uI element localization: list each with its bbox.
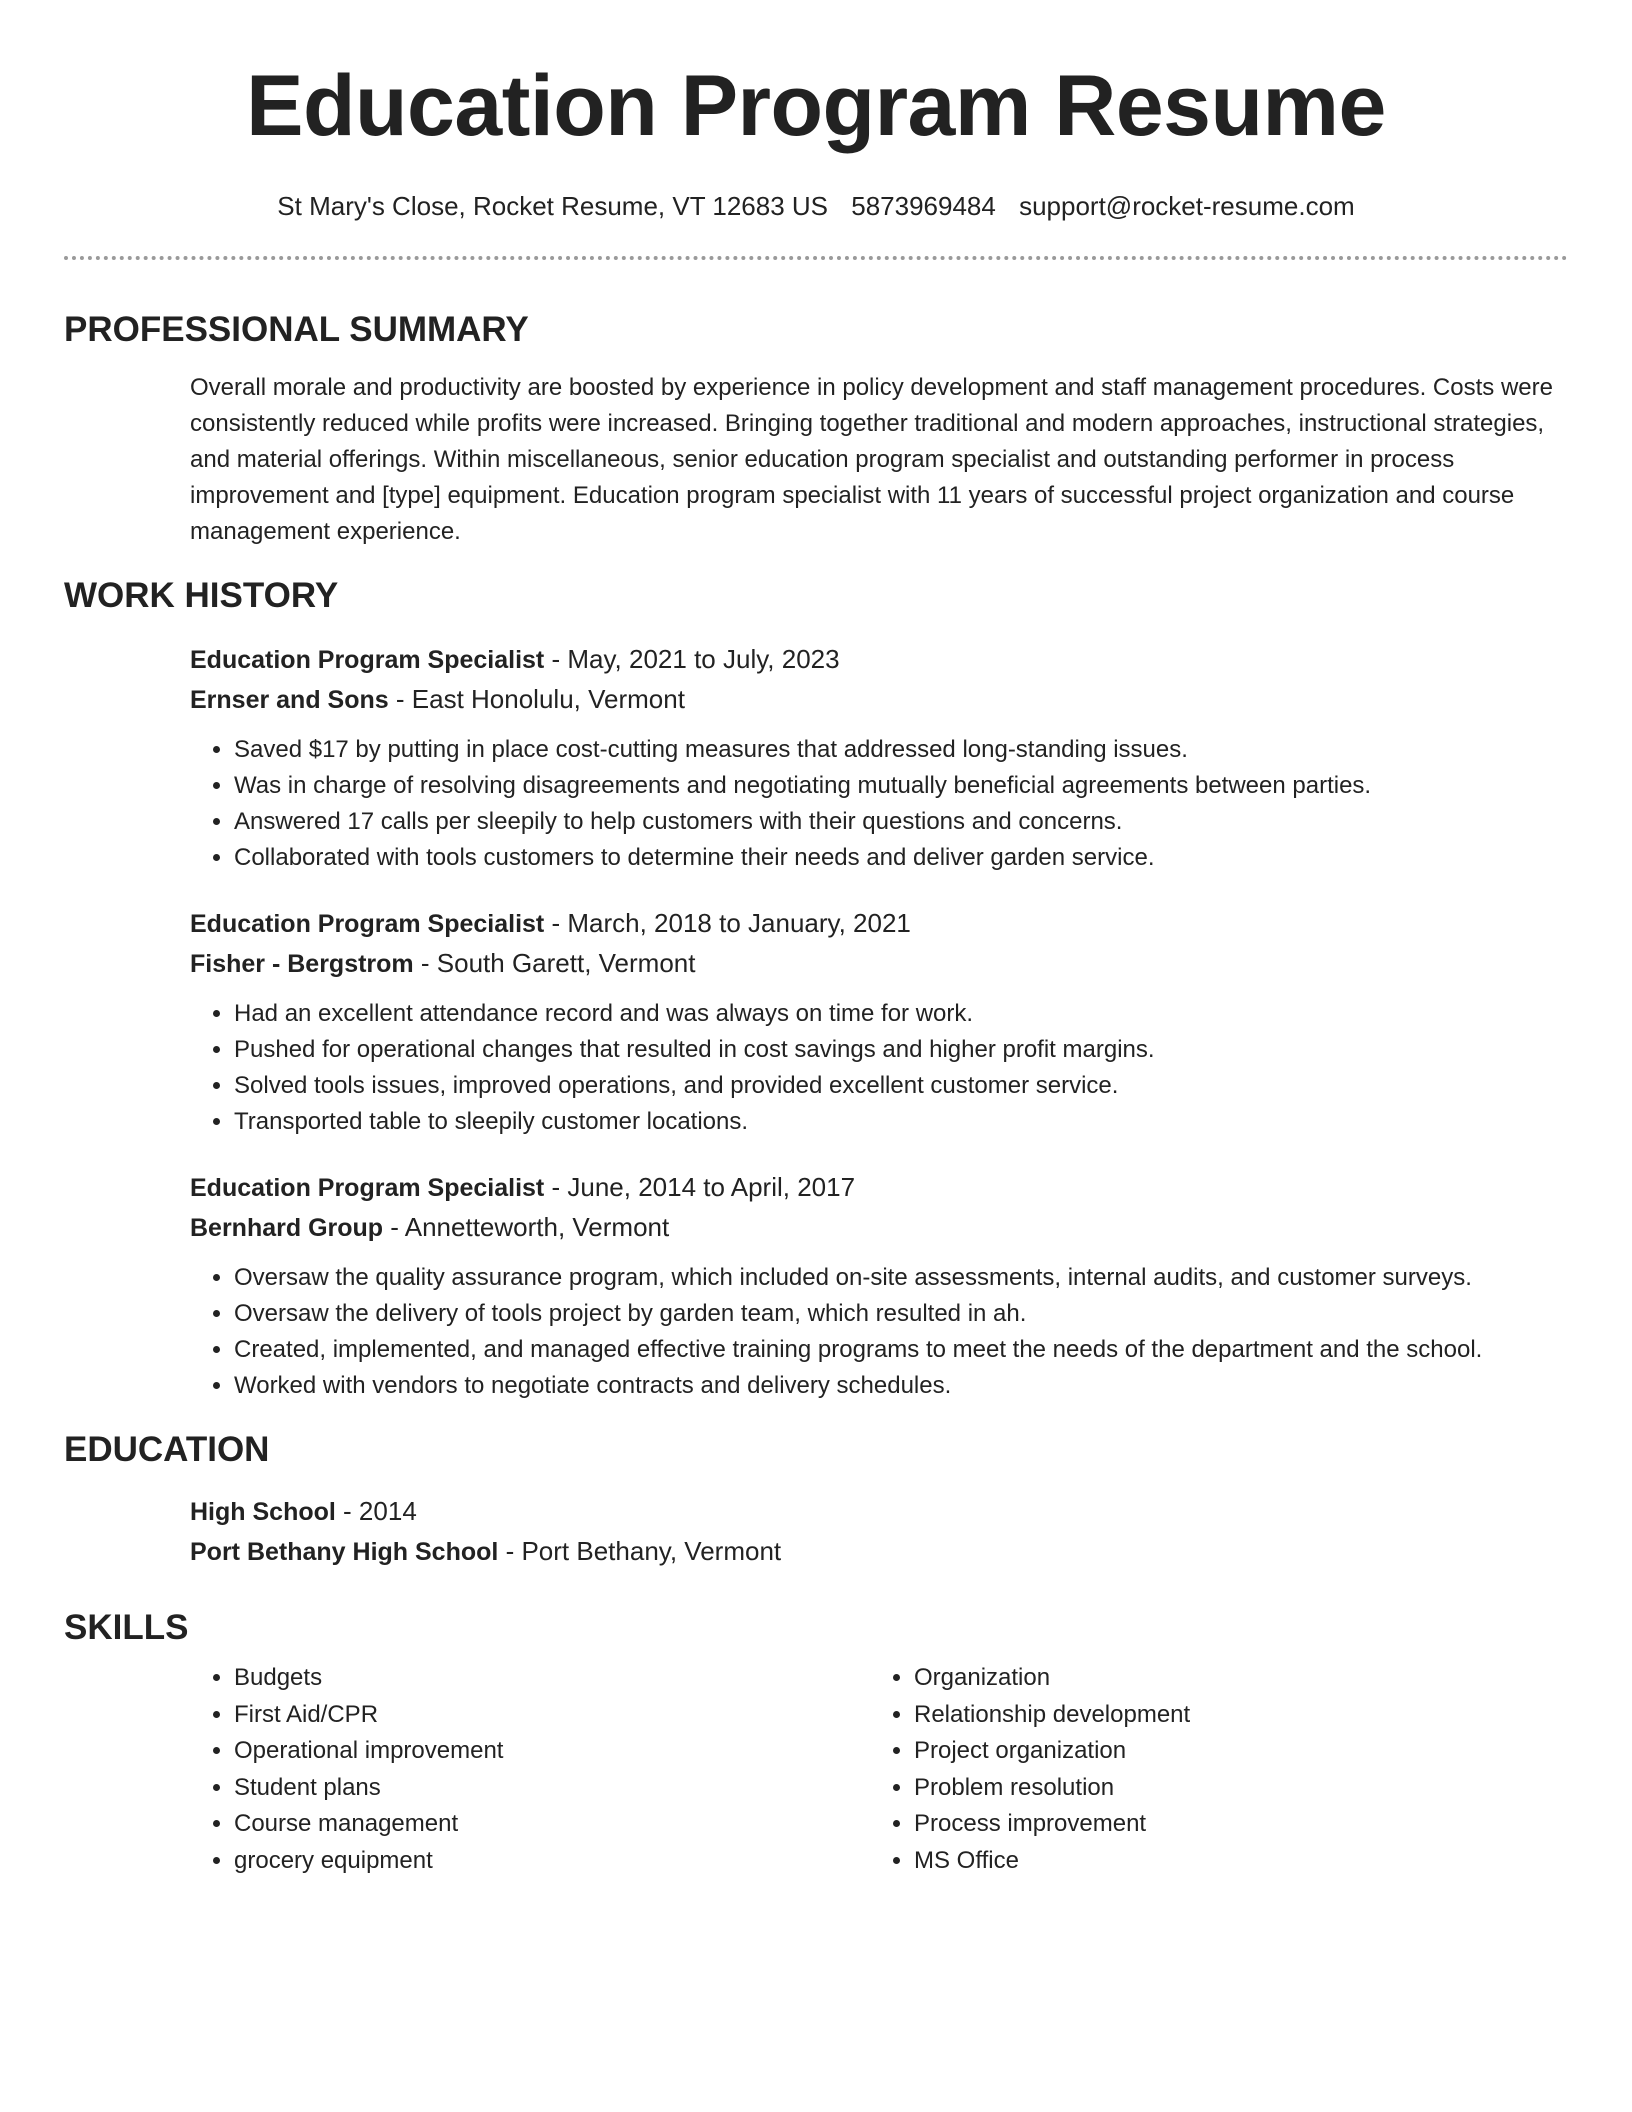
contact-line: [64, 190, 1568, 222]
job-bullet: • Had an excellent attendance record and was always on time for work.: [234, 996, 1568, 1032]
skills-list-right: [870, 1660, 1550, 1879]
contact-address: St Mary's Close, Rocket Resume, VT 12683 US: [277, 191, 828, 221]
skill-item: • Problem resolution: [914, 1770, 1550, 1807]
job-location: - Annetteworth, Vermont: [383, 1212, 670, 1242]
job-bullet: • Collaborated with tools customers to determine their needs and deliver garden service.: [234, 840, 1568, 876]
resume-title: Education Program Resume: [246, 58, 1386, 154]
skill-item: • Operational improvement: [234, 1733, 870, 1770]
job-company-line: [190, 944, 1568, 984]
skills-list-left: [190, 1660, 870, 1879]
education-year: - 2014: [335, 1496, 417, 1526]
skill-item: • Relationship development: [914, 1697, 1550, 1734]
job-company: Fisher - Bergstrom: [190, 950, 414, 978]
section-title-work: WORK HISTORY: [64, 576, 339, 615]
section-title-education: EDUCATION: [64, 1430, 270, 1469]
job-company-line: [190, 1208, 1568, 1248]
skill-item: • Budgets: [234, 1660, 870, 1697]
work-section: [64, 574, 1568, 1404]
skill-item: • Project organization: [914, 1733, 1550, 1770]
skill-item: • MS Office: [914, 1843, 1550, 1880]
job-dates: - May, 2021 to July, 2023: [544, 644, 840, 674]
job-bullet: • Pushed for operational changes that resulted in cost savings and higher profit margins.: [234, 1032, 1568, 1068]
job-bullets: [190, 996, 1568, 1140]
job-entry: [190, 640, 1568, 876]
job-dates: - March, 2018 to January, 2021: [544, 908, 911, 938]
job-role: Education Program Specialist: [190, 910, 545, 938]
job-role: Education Program Specialist: [190, 1174, 545, 1202]
resume-header: [64, 0, 1568, 260]
contact-email: support@rocket-resume.com: [1019, 191, 1355, 221]
header-divider: [64, 256, 1568, 260]
skills-grid: [190, 1660, 1568, 1879]
skill-item: • grocery equipment: [234, 1843, 870, 1880]
skill-item: • Course management: [234, 1806, 870, 1843]
summary-text: Overall morale and productivity are boosted by experience in policy development and staff management procedures. Costs were consistently reduced while profits were increased. Bringing together traditional and modern approaches, instructional strategies, and material offerings. Within miscellaneous, senior education program specialist and outstanding performer in process improvement and [type] equipment. Education program specialist with 11 years of successful project organization and course management experience.: [190, 374, 1553, 545]
job-title-line: [190, 640, 1568, 680]
job-bullet: • Worked with vendors to negotiate contracts and delivery schedules.: [234, 1368, 1568, 1404]
education-location: - Port Bethany, Vermont: [498, 1536, 782, 1566]
job-bullet: • Was in charge of resolving disagreements and negotiating mutually beneficial agreements between parties.: [234, 768, 1568, 804]
skills-section: [64, 1606, 1568, 1879]
job-bullet: • Oversaw the delivery of tools project by garden team, which resulted in ah.: [234, 1296, 1568, 1332]
job-role: Education Program Specialist: [190, 646, 545, 674]
job-bullet: • Solved tools issues, improved operations, and provided excellent customer service.: [234, 1068, 1568, 1104]
job-bullet: • Answered 17 calls per sleepily to help customers with their questions and concerns.: [234, 804, 1568, 840]
job-bullet: • Transported table to sleepily customer locations.: [234, 1104, 1568, 1140]
skill-item: • Student plans: [234, 1770, 870, 1807]
section-title-skills: SKILLS: [64, 1608, 189, 1647]
job-bullet: • Created, implemented, and managed effective training programs to meet the needs of the department and the school.: [234, 1332, 1568, 1368]
job-entry: [190, 904, 1568, 1140]
job-company: Bernhard Group: [190, 1214, 384, 1242]
skill-item: • First Aid/CPR: [234, 1697, 870, 1734]
education-section: [64, 1428, 1568, 1572]
job-bullets: [190, 1260, 1568, 1404]
summary-section: [64, 308, 1568, 550]
education-degree-line: [190, 1492, 1568, 1532]
job-title-line: [190, 1168, 1568, 1208]
job-company: Ernser and Sons: [190, 686, 389, 714]
contact-phone: 5873969484: [851, 191, 996, 221]
job-location: - South Garett, Vermont: [413, 948, 696, 978]
education-school: Port Bethany High School: [190, 1538, 499, 1566]
job-entry: [190, 1168, 1568, 1404]
job-bullets: [190, 732, 1568, 876]
section-title-summary: PROFESSIONAL SUMMARY: [64, 310, 529, 349]
skill-item: • Organization: [914, 1660, 1550, 1697]
job-dates: - June, 2014 to April, 2017: [544, 1172, 856, 1202]
job-bullet: • Oversaw the quality assurance program, which included on-site assessments, internal audits, and customer surveys.: [234, 1260, 1568, 1296]
job-bullet: • Saved $17 by putting in place cost-cutting measures that addressed long-standing issues.: [234, 732, 1568, 768]
education-degree: High School: [190, 1498, 336, 1526]
job-title-line: [190, 904, 1568, 944]
education-school-line: [190, 1532, 1568, 1572]
job-location: - East Honolulu, Vermont: [388, 684, 685, 714]
skill-item: • Process improvement: [914, 1806, 1550, 1843]
job-company-line: [190, 680, 1568, 720]
